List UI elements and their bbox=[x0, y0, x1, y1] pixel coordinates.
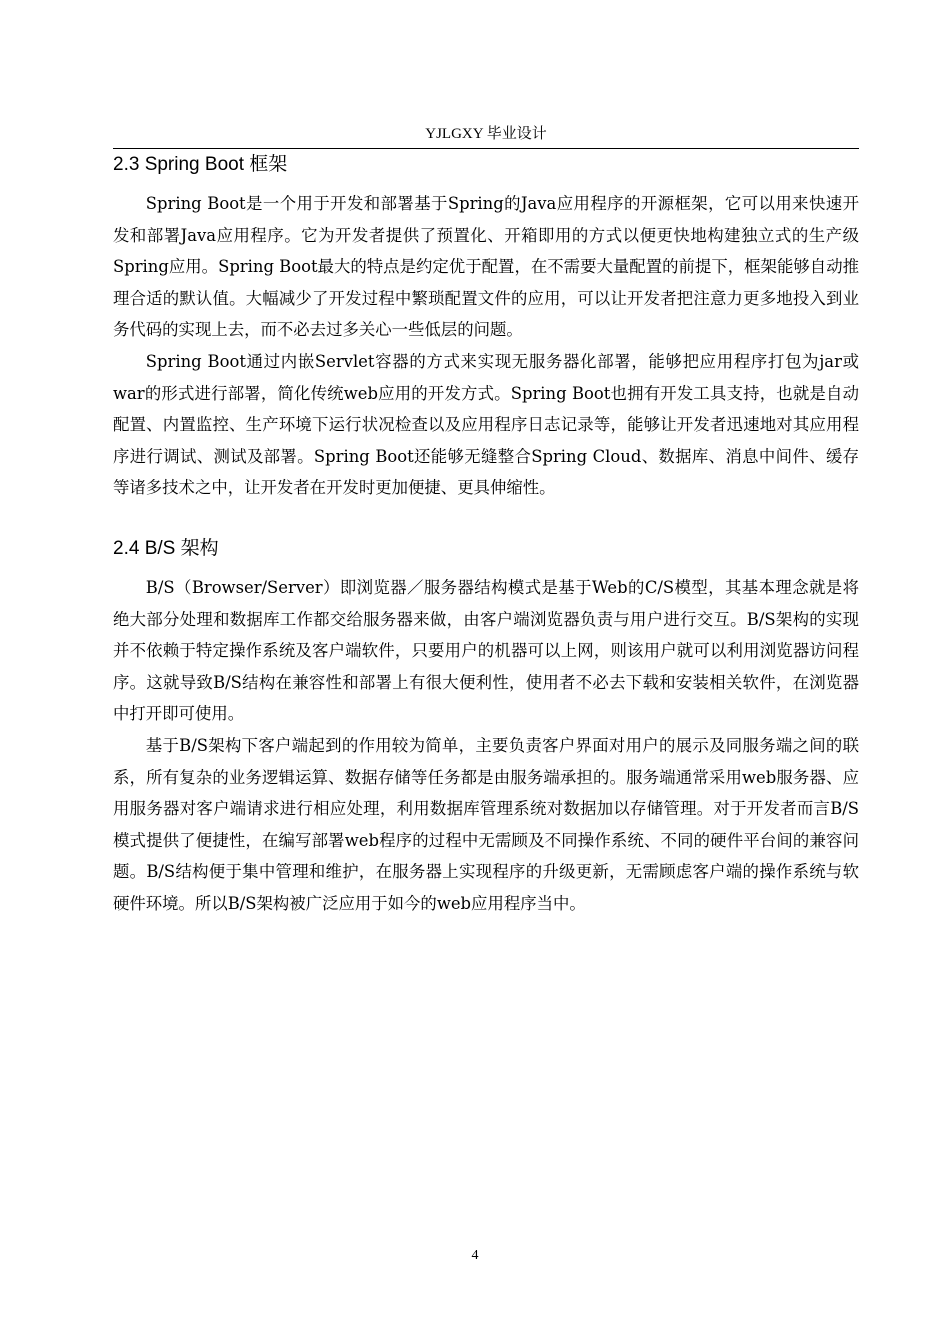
page-content bbox=[113, 150, 859, 919]
paragraph: Spring Boot通过内嵌Servlet容器的方式来实现无服务器化部署，能够把应用程序打包为jar或war的形式进行部署，简化传统web应用的开发方式。Spring Boot也拥有开发工具支持，也就是自动配置、内置监控、生产环境下运行状况检查以及应用程序日志记录等，能够让开发者迅速地对其应用程序进行调试、测试及部署。Spring Boot还能够无缝整合Spring Cloud、数据库、消息中间件、缓存等诸多技术之中，让开发者在开发时更加便捷、更具伸缩性。 bbox=[113, 351, 859, 498]
section-heading-bs-architecture: 2.4 B/S 架构 bbox=[113, 537, 219, 559]
section-heading-spring-boot: 2.3 Spring Boot 框架 bbox=[113, 154, 288, 175]
page-number: 4 bbox=[471, 1248, 479, 1263]
paragraph: 基于B/S架构下客户端起到的作用较为简单，主要负责客户界面对用户的展示及同服务端之间的联系，所有复杂的业务逻辑运算、数据存储等任务都是由服务端承担的。服务端通常采用web服务器、应用服务器对客户端请求进行相应处理，利用数据库管理系统对数据加以存储管理。对于开发者而言B/S模式提供了便捷性，在编写部署web程序的过程中无需顾及不同操作系统、不同的硬件平台间的兼容问题。B/S结构便于集中管理和维护，在服务器上实现程序的升级更新，无需顾虑客户端的操作系统与软硬件环境。所以B/S架构被广泛应用于如今的web应用程序当中。 bbox=[113, 735, 859, 913]
paragraph: B/S（Browser/Server）即浏览器／服务器结构模式是基于Web的C/S模型，其基本理念就是将绝大部分处理和数据库工作都交给服务器来做，由客户端浏览器负责与用户进行交互。B/S架构的实现并不依赖于特定操作系统及客户端软件，只要用户的机器可以上网，则该用户就可以利用浏览器访问程序。这就导致B/S结构在兼容性和部署上有很大便利性，使用者不必去下载和安装相关软件，在浏览器中打开即可使用。 bbox=[113, 577, 859, 724]
paragraph: Spring Boot是一个用于开发和部署基于Spring的Java应用程序的开源框架，它可以用来快速开发和部署Java应用程序。它为开发者提供了预置化、开箱即用的方式以便更快地构建独立式的生产级Spring应用。Spring Boot最大的特点是约定优于配置，在不需要大量配置的前提下，框架能够自动推理合适的默认值。大幅减少了开发过程中繁琐配置文件的应用，可以让开发者把注意力更多地投入到业务代码的实现上去，而不必去过多关心一些低层的问题。 bbox=[113, 194, 859, 340]
running-header: YJLGXY 毕业设计 bbox=[113, 124, 859, 149]
